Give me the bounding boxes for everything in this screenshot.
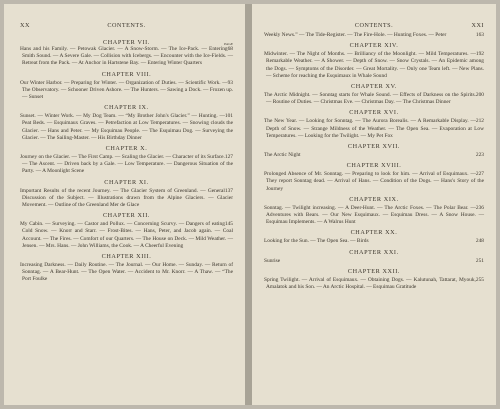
chapter-block <box>20 39 233 68</box>
entry-page: 163 <box>475 32 484 38</box>
entry-text: Midwinter. — The Night of Months. — Brilliancy of the Moonlight. — Mild Temperatures. — Remarkable Weather. — A Shower. — Depth of Snow. — Snow Crystals. — An Epidemic among the Dogs. — Symptoms of the Disorder. — Great Mortality. — Only one Team left. — New Plans. — Scheme for reaching the Esquimaux in Whale Sound <box>264 51 484 79</box>
chapter-block <box>20 104 233 142</box>
entry-text: Important Results of the recent Journey. — The Glacier System of Greenland. — General Discussion of the Subject. — Illustrations drawn from the Alpine Glaciers. — Glacier Movement. — Outline of the Greenland Mer de Glace <box>20 187 233 209</box>
entry-text: My Cabin. — Surveying. — Castor and Pollux. — Concerning Scurvy. — Dangers of eating Cold Snow. — Knorr and Starr. — Frost-Bites. — Hans, Peter, and Jacob again. — Coal Account. — The Fires. — Comfort of our Quarters. — The House on Deck. — Mild Weather. — Jensen. — Mrs. Hans. — John Williams, the Cook. — A Cheerful Evening <box>20 221 233 249</box>
chapter-block <box>264 229 484 245</box>
chapter-entry <box>264 118 484 140</box>
chapter-heading: CHAPTER XVI. <box>349 109 399 117</box>
chapter-block <box>264 42 484 80</box>
chapter-heading: CHAPTER XII. <box>102 212 151 220</box>
chapter-block <box>20 253 233 284</box>
chapter-block <box>264 83 484 106</box>
chapter-heading: CHAPTER VII. <box>103 39 150 46</box>
chapter-heading: CHAPTER XX. <box>350 229 398 237</box>
entry-page: 255 <box>475 276 484 283</box>
chapter-entry <box>264 258 484 265</box>
right-page <box>252 4 496 405</box>
chapter-block <box>264 249 484 265</box>
chapter-entry <box>264 205 484 227</box>
chapter-heading: CHAPTER XV. <box>350 83 398 91</box>
entry-text: Spring Twilight. — Arrival of Esquimaux. — Obtaining Dogs. — Kalutunah, Tattarat, Myouk, Amalatok and his Son. — An Arctic Hospital. — Esquimau Gratitude <box>264 276 476 291</box>
entry-page: 145 <box>224 221 233 228</box>
chapter-heading: CHAPTER X. <box>105 145 148 153</box>
entry-page: 127 <box>224 154 233 161</box>
chapter-heading: CHAPTER XXII. <box>347 267 401 275</box>
chapter-block <box>264 196 484 227</box>
chapter-heading: CHAPTER XIV. <box>349 42 399 50</box>
entry-page: 68 <box>227 46 233 52</box>
chapter-heading: CHAPTER XVII. <box>347 143 401 151</box>
page-number: XX <box>20 22 30 29</box>
entry-page: 101 <box>224 113 233 120</box>
left-chapter-list <box>20 39 233 284</box>
entry-text: Looking for the Sun. — The Open Sea. — Birds <box>264 238 369 245</box>
entry-text: The Arctic Midnight. — Sonntag starts for Whale Sound. — Effects of Darkness on the Spirits. — Routine of Duties. — Christmas Eve. — Christmas Day. — The Christmas Dinner <box>264 92 476 106</box>
chapter-entry <box>20 188 233 210</box>
entry-text: Our Winter Harbor. — Preparing for Winter. — Organization of Duties. — Scientific Work. — The Observatory. — Schooner Driven Ashore. — The Hunters. — Sawing a Dock. — Frozen up. — Sunset <box>20 79 233 101</box>
entry-page: 248 <box>475 238 484 245</box>
chapter-entry <box>264 171 484 193</box>
entry-page: 93 <box>227 79 233 86</box>
chapter-heading: CHAPTER XI. <box>104 178 149 186</box>
running-head: CONTENTS. <box>107 22 146 29</box>
chapter-heading: CHAPTER VIII. <box>101 70 152 78</box>
entry-page: 200 <box>475 92 484 99</box>
chapter-entry <box>264 51 484 80</box>
chapter-heading: CHAPTER XXI. <box>349 248 399 256</box>
page-column-label: PAGE <box>224 42 233 46</box>
left-header <box>20 22 233 36</box>
book-gutter <box>245 4 252 405</box>
entry-text: Journey on the Glacier. — The First Camp. — Scaling the Glacier. — Character of its Surface. — The Ascent. — Driven back by a Gale. — Low Temperature. — Dangerous Situation of the Party. — A Moonlight Scene <box>20 154 233 175</box>
chapter-block <box>264 109 484 140</box>
chapter-entry <box>20 46 233 68</box>
chapter-block <box>20 145 233 176</box>
chapter-entry <box>264 277 484 291</box>
left-page <box>4 4 245 405</box>
entry-text: The New Year. — Looking for Sonntag. — The Aurora Borealis. — A Remarkable Display. — Depth of Snow. — Strange Mildness of the Weather. — The Open Sea. — Evaporation at Low Temperatures. — Looking for the Twilight. — My Pet Fox <box>264 118 484 139</box>
chapter-heading: CHAPTER XIX. <box>349 195 399 203</box>
chapter-heading: CHAPTER XVIII. <box>346 162 402 170</box>
entry-text: Weekly News.” — The Tide-Register. — The Fire-Hole. — Hunting Foxes. — Peter <box>264 32 447 38</box>
chapter-entry <box>264 238 484 245</box>
chapter-heading: CHAPTER IX. <box>104 104 149 112</box>
page-number: XXI <box>471 22 484 29</box>
chapter-entry <box>264 92 484 106</box>
chapter-entry <box>20 262 233 284</box>
chapter-block <box>264 268 484 291</box>
entry-page: 223 <box>475 152 484 159</box>
chapter-heading: CHAPTER XIII. <box>101 253 152 261</box>
chapter-block <box>264 143 484 159</box>
entry-text: Sonntag. — Twilight increasing. — A Deer-Hunt. — The Arctic Foxes. — The Polar Bear. — Adventures with Bears. — Our New Esquimaux. — Esquimau Dress. — A Snow House. — Esquimau Implements. — A Walrus Hunt <box>264 204 484 226</box>
chapter-block <box>20 212 233 250</box>
entry-text: Sunset. — Winter Work. — My Dog Team. — “My Brother John's Glacier.” — Hunting. — Peat Beds. — Esquimaux Graves. — Petrefaction at Low Temperatures. — Snowing clouds the Glacier. — Hans and Peter. — My Esquimau People. — The Esquimau Dog. — Surveying the Glacier. — The Sailing-Master. — His Birthday Dinner <box>20 113 233 141</box>
entry-text: The Arctic Night <box>264 152 301 159</box>
right-header <box>264 22 484 36</box>
running-head: CONTENTS. <box>354 22 394 29</box>
entry-text: Hans and his Family. — Petowak Glacier. — A Snow-Storm. — The Ice-Pack. — Entering Smith Sound. — A Severe Gale. — Collision with Icebergs. — Encounter with the Ice-Fields. — Retreat from the Pack. — At Anchor in Hartstene Bay. — Entering Winter Quarters <box>20 46 233 67</box>
entry-text: Prolonged Absence of Mr. Sonntag. — Preparing to look for him. — Arrival of Esquimaux. — They report Sonntag dead. — Arrival of Hans. — Condition of the Dogs. — Hans's Story of the Journey <box>264 171 484 192</box>
chapter-block <box>20 71 233 102</box>
chapter-block <box>264 162 484 193</box>
chapter-entry <box>264 152 484 159</box>
chapter-block <box>20 179 233 210</box>
entry-page: 192 <box>475 51 484 58</box>
entry-page: 137 <box>224 187 233 194</box>
chapter-entry <box>20 154 233 176</box>
entry-page: 251 <box>475 257 484 264</box>
entry-page: 227 <box>475 171 484 178</box>
entry-text: Increasing Darkness. — Daily Routine. — The Journal. — Our Home. — Sunday. — Return of Sonntag. — A Bear-Hunt. — The Open Water. — Accident to Mr. Knorr. — A Thaw. — “The Port Foulke <box>20 262 233 283</box>
entry-text: Sunrise <box>264 257 281 264</box>
chapter-entry <box>20 221 233 250</box>
chapter-entry <box>20 80 233 102</box>
chapter-entry <box>20 113 233 142</box>
right-chapter-list <box>264 42 484 291</box>
entry-page: 212 <box>475 118 484 125</box>
entry-page: 236 <box>475 204 484 211</box>
